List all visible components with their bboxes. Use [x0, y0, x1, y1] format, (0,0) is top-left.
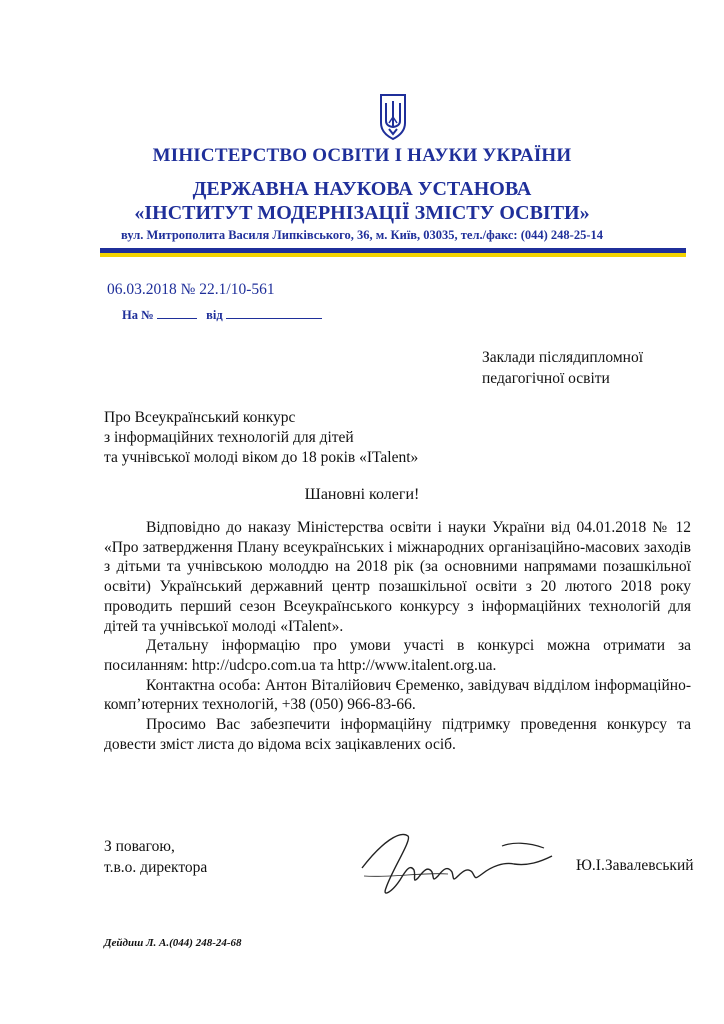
greeting: Шановні колеги! — [304, 486, 420, 503]
from-label: від — [206, 308, 223, 322]
signatory-name: Ю.І.Завалевський — [576, 857, 694, 874]
addressee-line: Заклади післядипломної — [482, 349, 644, 366]
institution-type: ДЕРЖАВНА НАУКОВА УСТАНОВА — [192, 178, 532, 200]
closing-regards: З повагою, — [104, 838, 175, 855]
closing-block — [104, 836, 207, 878]
subject-line: та учнівської молоді віком до 18 років «ITalent» — [104, 449, 419, 466]
institution-address: вул. Митрополита Василя Липківського, 36, м. Київ, 03035, тел./факс: (044) 248-25-14 — [121, 228, 603, 242]
institution-name: «ІНСТИТУТ МОДЕРНІЗАЦІЇ ЗМІСТУ ОСВІТИ» — [134, 202, 590, 224]
on-number-blank — [157, 306, 197, 319]
from-date-blank — [226, 306, 322, 319]
addressee-block — [482, 347, 643, 389]
executor-contact: Дейдиш Л. А.(044) 248-24-68 — [104, 937, 242, 949]
addressee-line: педагогічної освіти — [482, 370, 610, 387]
outgoing-reference-number: 06.03.2018 № 22.1/10-561 — [107, 281, 275, 298]
subject-line: з інформаційних технологій для дітей — [104, 429, 354, 446]
on-number-label: На № — [122, 308, 154, 322]
handwritten-signature — [352, 822, 562, 902]
ministry-name: МІНІСТЕРСТВО ОСВІТИ І НАУКИ УКРАЇНИ — [152, 145, 572, 166]
body-paragraph: Контактна особа: Антон Віталійович Єременко, завідувач відділом інформаційно-комп’ютерних технологій, +38 (050) 966-83-66. — [104, 676, 691, 714]
body-paragraph: Детальну інформацію про умови участі в конкурсі можна отримати за посиланням: http://udcpo.com.ua та http://www.italent.org.ua. — [104, 637, 691, 674]
body-paragraph: Просимо Вас забезпечити інформаційну підтримку проведення конкурсу та довести зміст листа до відома всіх зацікавлених осіб. — [104, 716, 691, 753]
header-rule-yellow — [100, 253, 686, 257]
trident-emblem-icon — [378, 93, 408, 141]
body-paragraph: Відповідно до наказу Міністерства освіти і науки України від 04.01.2018 № 12 «Про затвердження Плану всеукраїнських і міжнародних організаційно-масових заходів з дітьми та учнівською молоддю на 2018 рік (за основними напрямами позашкільної освіти) Український державний центр позашкільної освіти з 20 лютого 2018 року проводить перший сезон Всеукраїнського конкурсу з інформаційних технологій для дітей та учнівської молоді «ITalent». — [104, 519, 691, 635]
signatory-position: т.в.о. директора — [104, 859, 208, 876]
letter-body — [104, 518, 691, 754]
subject-line: Про Всеукраїнський конкурс — [104, 409, 296, 426]
subject-block — [104, 408, 418, 468]
incoming-reference-line — [122, 306, 322, 323]
